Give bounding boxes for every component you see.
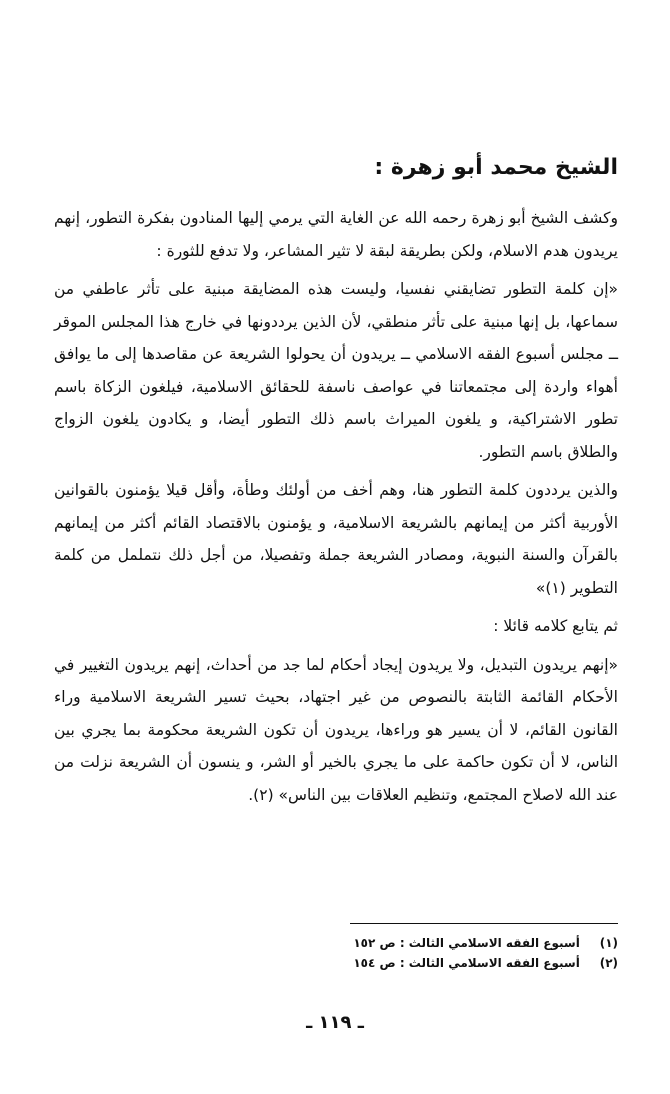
footnote-2-number: (٢) [599,956,618,970]
page-number: ـ ١١٩ ـ [306,1012,364,1033]
footnote-1-text: أسبوع الفقه الاسلامي الثالث : ص ١٥٢ [353,936,580,950]
paragraph-quote-3: «إنهم يريدون التبديل، ولا يريدون إيجاد أحكام لما جد من أحداث، إنهم يريدون التغيير في الأحكام القائمة الثابتة بالنصوص من غير اجتهاد، بحيث تسير الشريعة الاسلامية وراء القانون القائم، لا أن يسير هو وراءها، يريدون أن تكون الشريعة محكومة بما يجري بين الناس، لا أن تكون حاكمة على ما يجري بالخير أو الشر، و ينسون أن الشريعة نزلت من عند الله لاصلاح المجتمع، وتنظيم العلاقات بين الناس» (٢). [54,655,618,804]
footnote-2-text: أسبوع الفقه الاسلامي الثالث : ص ١٥٤ [353,956,580,970]
paragraph-transition: ثم يتابع كلامه قائلا : [493,617,618,635]
paragraph-quote-2: والذين يرددون كلمة التطور هنا، وهم أخف من أولئك وطأة، وأقل قيلا يؤمنون بالقوانين الأوربية أكثر من إيمانهم بالشريعة الاسلامية، و يؤمنون بالاقتصاد القائم أكثر من إيمانهم بالقرآن والسنة النبوية، ومصادر الشريعة جملة وتفصيلا، من أجل ذلك نتململ من كلمة التطوير (١)» [54,481,618,597]
footnote-2 [58,953,618,973]
footnote-1 [58,933,618,953]
footnotes [58,933,618,973]
paragraph-intro: وكشف الشيخ أبو زهرة رحمه الله عن الغاية التي يرمي إليها المنادون بفكرة التطور، إنهم يريدون هدم الاسلام، ولكن بطريقة لبقة لا تثير المشاعر، ولا تدفع للثورة : [54,209,618,260]
footnote-1-number: (١) [599,936,618,950]
paragraph-quote-1: «إن كلمة التطور تضايقني نفسيا، وليست هذه المضايقة مبنية على تأثر عاطفي من سماعها، بل إنها مبنية على تأثر منطقي، لأن الذين يرددونها في خارج هذا المجلس الموقر ــ مجلس أسبوع الفقه الاسلامي ــ يريدون أن يحولوا الشريعة عن مقاصدها إلى ما يوافق أهواء واردة إلى مجتمعاتنا في عواصف ناسفة للحقائق الاسلامية، فيلغون الزكاة باسم تطور الاشتراكية، و يلغون الميراث باسم ذلك التطور أيضا، و يكادون يلغون الزواج والطلاق باسم التطور. [54,280,618,461]
footnote-divider [350,923,618,924]
section-title: الشيخ محمد أبو زهرة : [374,155,618,180]
